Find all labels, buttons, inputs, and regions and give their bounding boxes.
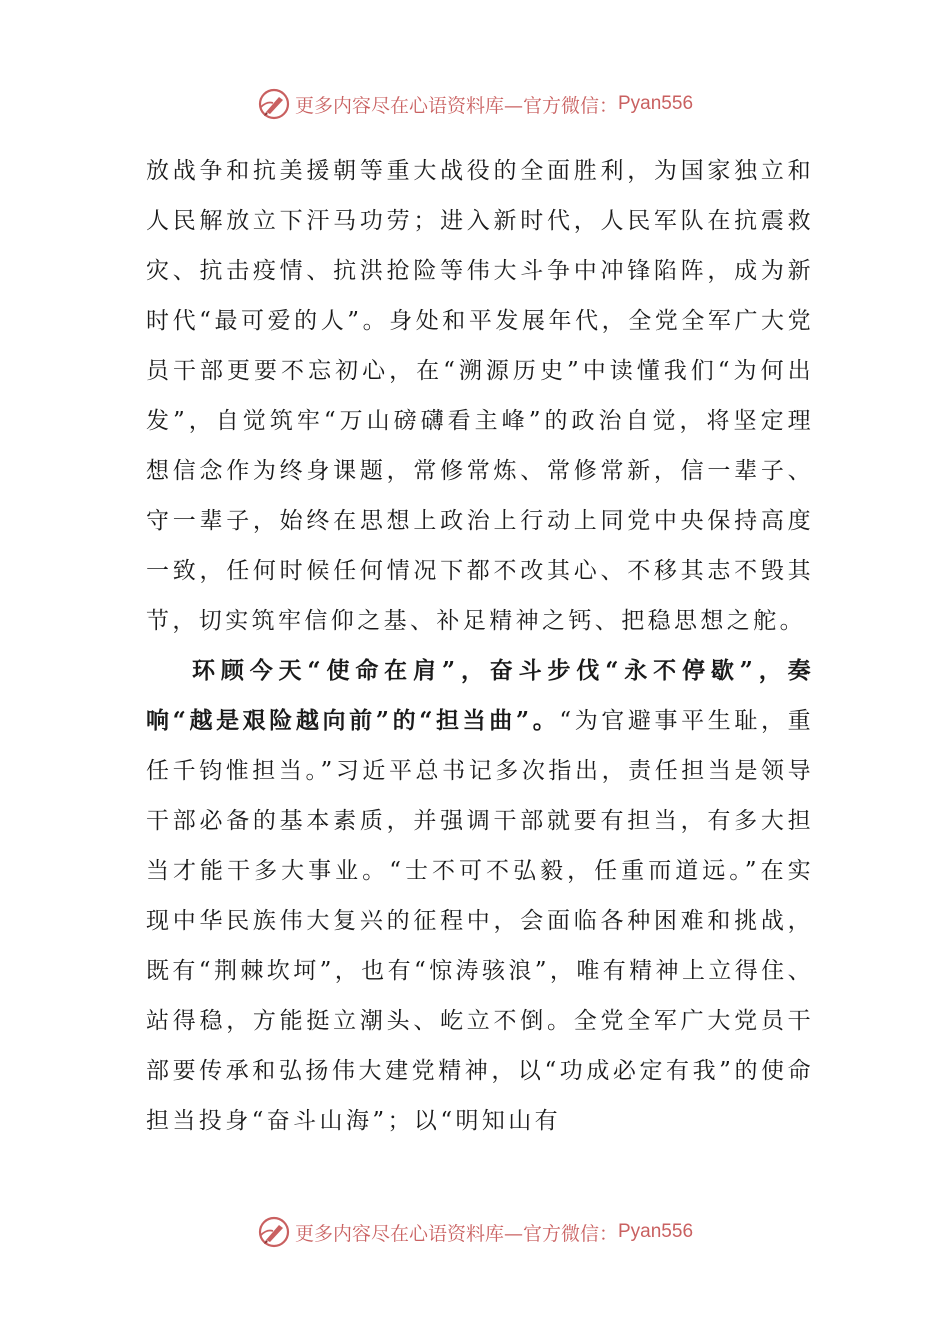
footer-watermark (0, 1212, 950, 1252)
paragraph-2 (146, 646, 814, 1146)
watermark-text: 更多内容尽在心语资料库—官方微信： (294, 94, 618, 117)
document-body (146, 146, 814, 1146)
paragraph-1 (146, 146, 814, 646)
pen-logo-icon (257, 87, 291, 121)
paragraph-1-text: 放战争和抗美援朝等重大战役的全面胜利，为国家独立和人民解放立下汗马功劳；进入新时代，人民军队在抗震救灾、抗击疫情、抗洪抢险等伟大斗争中冲锋陷阵，成为新时代“最可爱的人”。身处和平发展年代，全党全军广大党员干部更要不忘初心，在“溯源历史”中读懂我们“为何出发”，自觉筑牢“万山磅礴看主峰”的政治自觉，将坚定理想信念作为终身课题，常修常炼、常修常新，信一辈子、守一辈子，始终在思想上政治上行动上同党中央保持高度一致，任何时候任何情况下都不改其心、不移其志不毁其节，切实筑牢信仰之基、补足精神之钙、把稳思想之舵。 (146, 158, 814, 634)
watermark-wechat-id: Pyan556 (618, 93, 694, 114)
paragraph-2-heading: 环顾今天“使命在肩”，奋斗步伐“永不停歇”，奏响“越是艰险越向前”的“担当曲”。 (146, 657, 814, 734)
watermark-text: 更多内容尽在心语资料库—官方微信： (294, 1222, 618, 1245)
header-watermark (0, 84, 950, 124)
watermark-wechat-id: Pyan556 (618, 1221, 694, 1242)
paragraph-2-text: “为官避事平生耻，重任千钧惟担当。”习近平总书记多次指出，责任担当是领导干部必备的基本素质，并强调干部就要有担当，有多大担当才能干多大事业。“士不可不弘毅，任重而道远。”在实现中华民族伟大复兴的征程中，会面临各种困难和挑战，既有“荆棘坎坷”，也有“惊涛骇浪”，唯有精神上立得住、站得稳，方能挺立潮头、屹立不倒。全党全军广大党员干部要传承和弘扬伟大建党精神，以“功成必定有我”的使命担当投身“奋斗山海”；以“明知山有 (146, 708, 814, 1134)
pen-logo-icon (257, 1215, 291, 1249)
